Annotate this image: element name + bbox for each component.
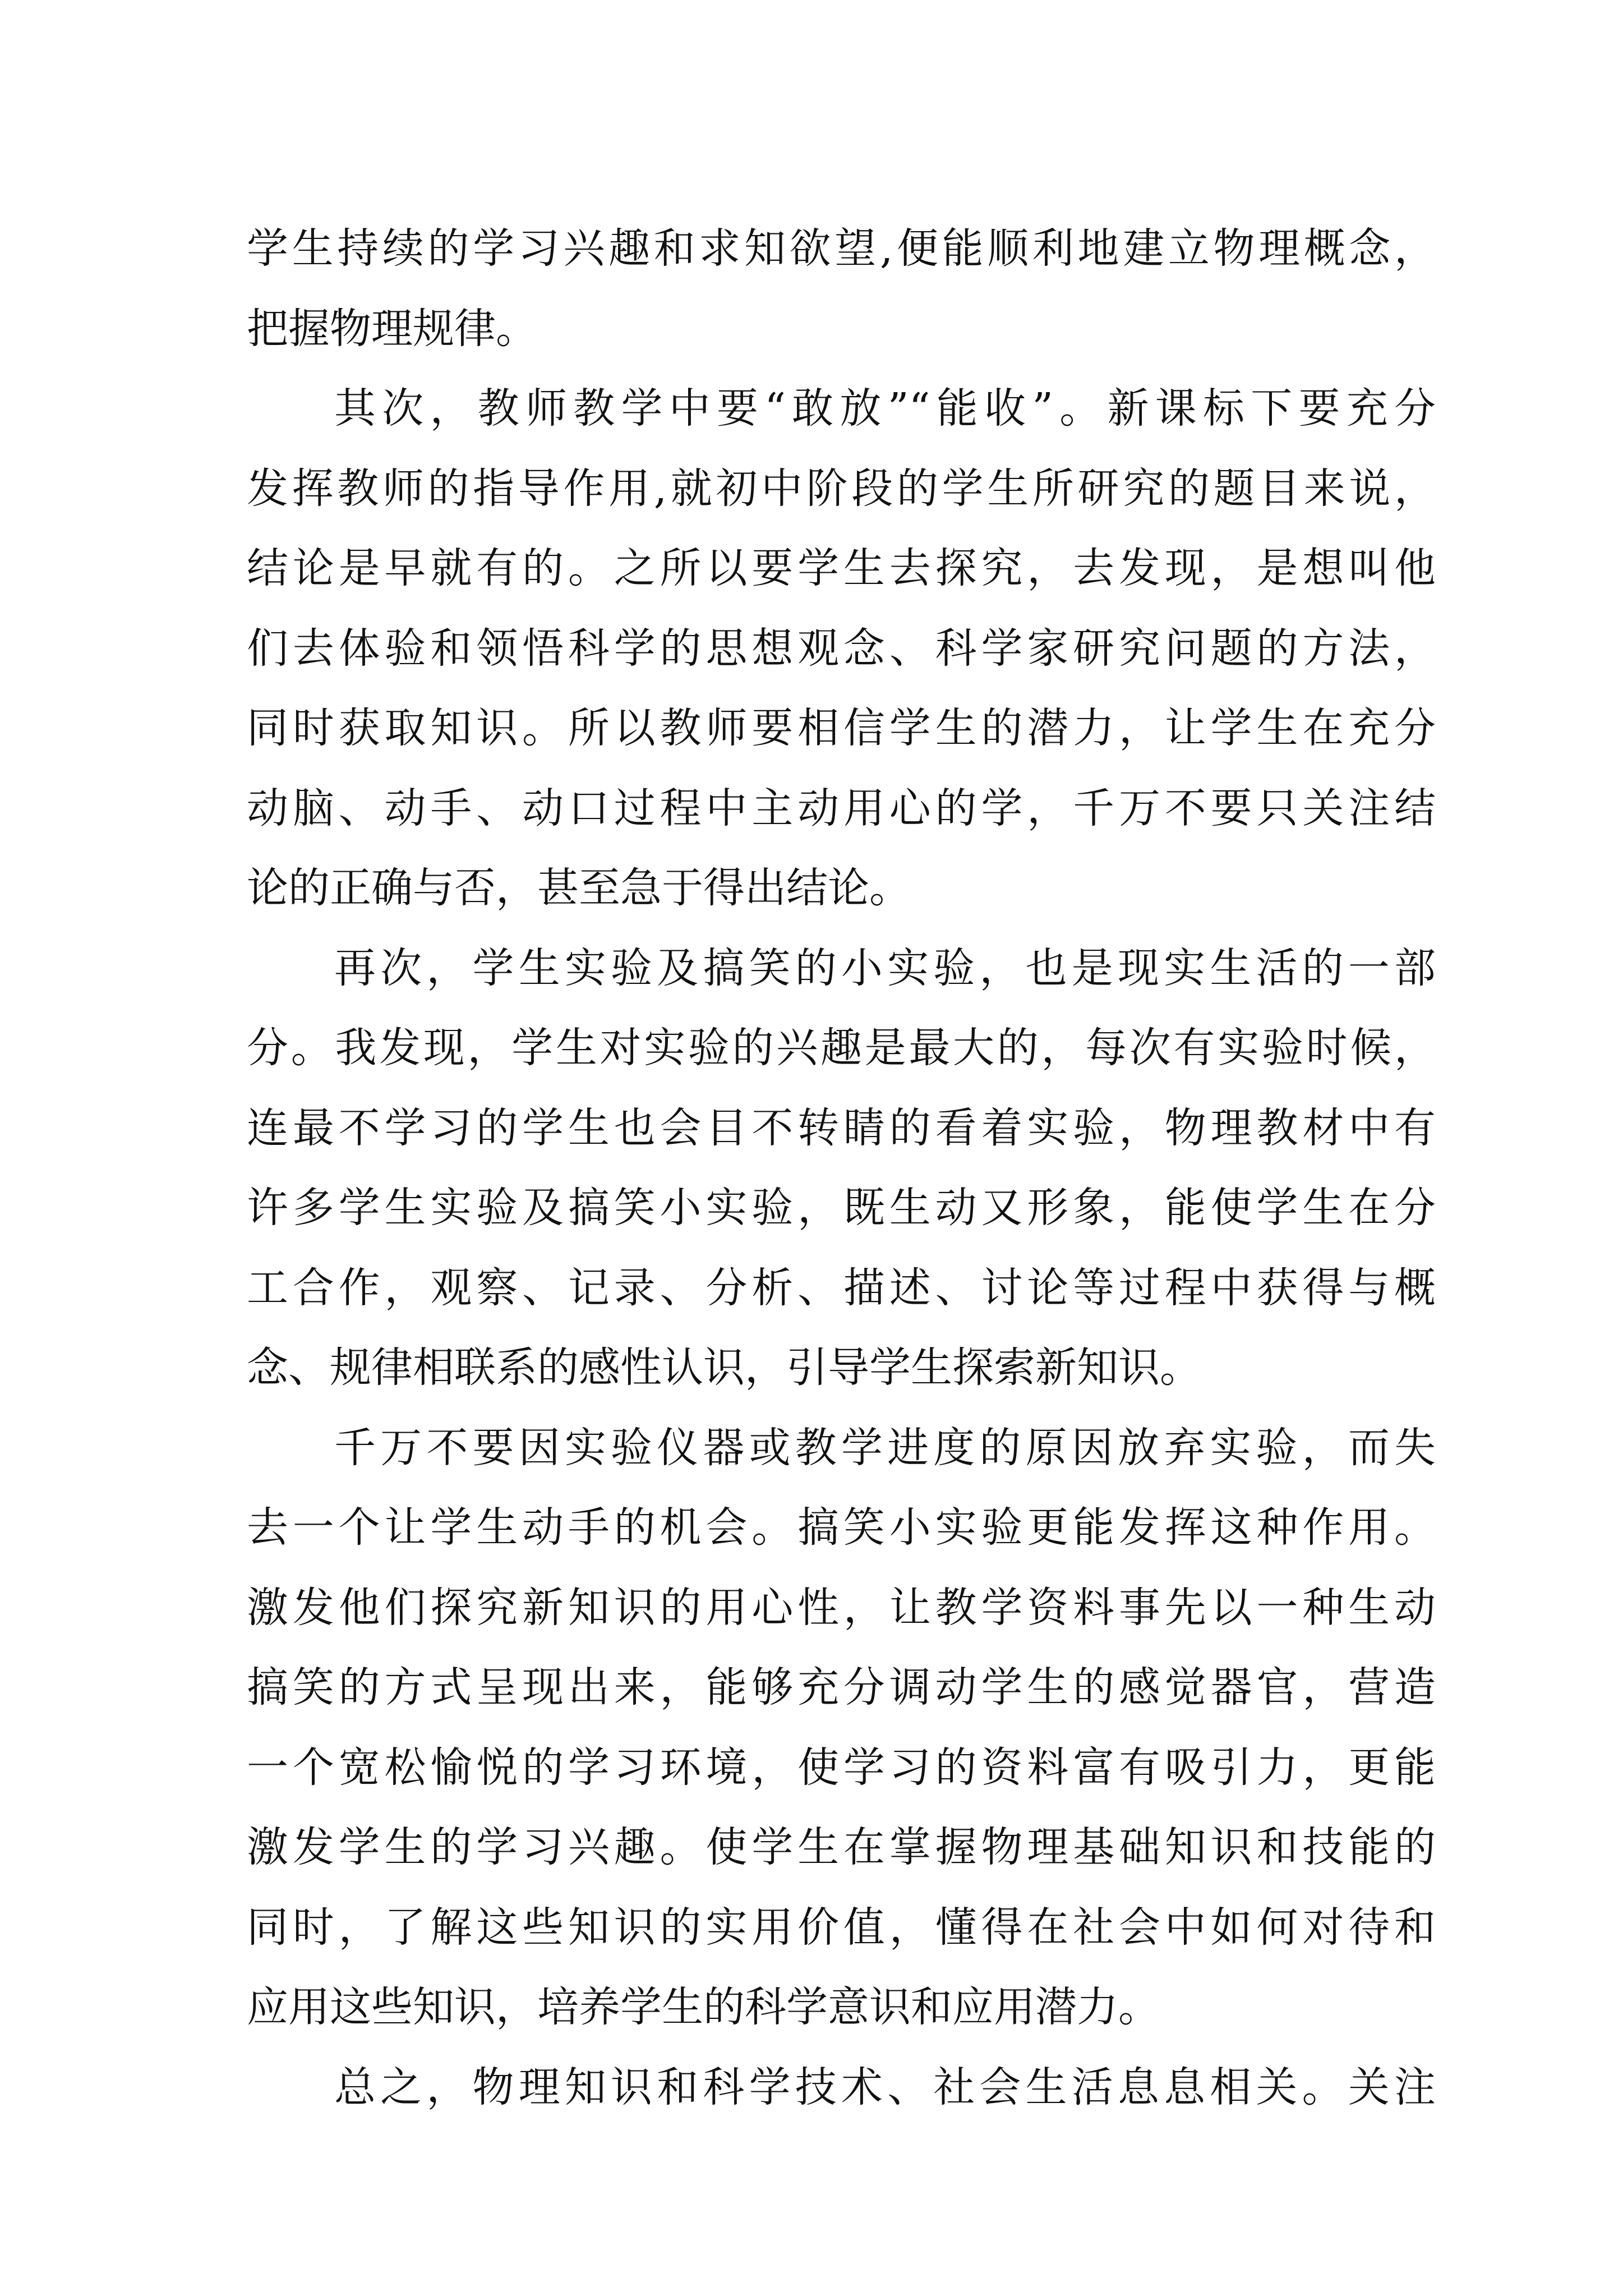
text-line: 去一个让学生动手的机会。搞笑小实验更能发挥这种作用。 [247, 1503, 1436, 1552]
paragraph-student-experiments [247, 928, 1436, 1408]
text-line: 发挥教师的指导作用,就初中阶段的学生所研究的题目来说， [247, 464, 1436, 513]
text-line: 许多学生实验及搞笑小实验，既生动又形象，能使学生在分 [247, 1184, 1436, 1232]
text-line: 同时获取知识。所以教师要相信学生的潜力，让学生在充分 [247, 704, 1436, 752]
text-line: 激发他们探究新知识的用心性，让教学资料事先以一种生动 [247, 1583, 1436, 1632]
text-line: 分。我发现，学生对实验的兴趣是最大的，每次有实验时候， [247, 1024, 1436, 1072]
paragraph-continuation [247, 209, 1436, 369]
paragraph-dont-abandon [247, 1408, 1436, 2047]
text-line: 其次，教师教学中要“敢放”“能收”。新课标下要充分 [334, 384, 1436, 432]
text-line: 连最不学习的学生也会目不转睛的看着实验，物理教材中有 [247, 1103, 1436, 1152]
text-line: 把握物理规律。 [247, 304, 537, 353]
text-line: 总之，物理知识和科学技术、社会生活息息相关。关注 [334, 2063, 1436, 2111]
text-line: 再次，学生实验及搞笑的小实验，也是现实生活的一部 [334, 944, 1436, 992]
paragraph-conclusion [247, 2047, 1436, 2128]
text-line: 论的正确与否，甚至急于得出结论。 [247, 864, 911, 912]
text-line: 千万不要因实验仪器或教学进度的原因放弃实验，而失 [334, 1423, 1436, 1472]
text-line: 念、规律相联系的感性认识，引导学生探索新知识。 [247, 1343, 1201, 1392]
text-line: 学生持续的学习兴趣和求知欲望,便能顺利地建立物理概念， [247, 224, 1436, 273]
text-line: 搞笑的方式呈现出来，能够充分调动学生的感觉器官，营造 [247, 1663, 1436, 1711]
text-line: 们去体验和领悟科学的思想观念、科学家研究问题的方法， [247, 624, 1436, 673]
text-line: 结论是早就有的。之所以要学生去探究，去发现，是想叫他 [247, 544, 1436, 592]
document-body [247, 209, 1436, 2127]
text-line: 工合作，观察、记录、分析、描述、讨论等过程中获得与概 [247, 1263, 1436, 1312]
text-line: 动脑、动手、动口过程中主动用心的学，千万不要只关注结 [247, 784, 1436, 832]
text-line: 应用这些知识，培养学生的科学意识和应用潜力。 [247, 1983, 1160, 2031]
text-line: 同时，了解这些知识的实用价值，懂得在社会中如何对待和 [247, 1903, 1436, 1952]
text-line: 一个宽松愉悦的学习环境，使学习的资料富有吸引力，更能 [247, 1743, 1436, 1792]
text-line: 激发学生的学习兴趣。使学生在掌握物理基础知识和技能的 [247, 1823, 1436, 1871]
paragraph-teacher-guidance [247, 369, 1436, 928]
